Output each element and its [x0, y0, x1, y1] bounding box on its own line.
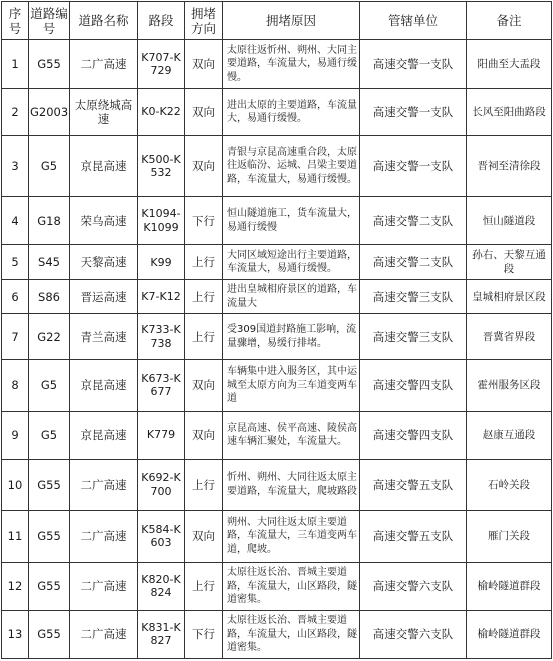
cell-road-code: G55 — [29, 562, 70, 610]
table-row — [2, 510, 552, 562]
header-no: 序号 — [2, 2, 29, 40]
cell-road-name: 天黎高速 — [70, 245, 138, 280]
cell-direction: 双向 — [185, 136, 223, 197]
cell-segment: K99 — [138, 245, 185, 280]
table-row — [2, 280, 552, 314]
cell-segment: K831-K827 — [138, 610, 185, 658]
cell-unit: 高速交警六支队 — [360, 610, 467, 658]
cell-remark: 榆岭隧道群段 — [467, 562, 552, 610]
cell-road-name: 青兰高速 — [70, 314, 138, 360]
table-row — [2, 562, 552, 610]
header-direction: 拥堵方向 — [185, 2, 223, 40]
cell-unit: 高速交警四支队 — [360, 411, 467, 459]
cell-no: 6 — [2, 280, 29, 314]
cell-no: 3 — [2, 136, 29, 197]
table-row — [2, 136, 552, 197]
cell-direction: 上行 — [185, 459, 223, 510]
table-row — [2, 360, 552, 411]
cell-remark: 皇城相府景区段 — [467, 280, 552, 314]
cell-segment: K779 — [138, 411, 185, 459]
cell-segment: K733-K738 — [138, 314, 185, 360]
cell-unit: 高速交警二支队 — [360, 197, 467, 245]
cell-direction: 双向 — [185, 411, 223, 459]
header-reason: 拥堵原因 — [223, 2, 360, 40]
cell-road-code: G22 — [29, 314, 70, 360]
cell-road-code: G5 — [29, 360, 70, 411]
table-row — [2, 411, 552, 459]
cell-reason: 京昆高速、侯平高速、陵侯高速车辆汇聚处，车流量大。 — [223, 411, 360, 459]
cell-direction: 双向 — [185, 360, 223, 411]
cell-reason: 朔州、大同往返太原主要道路，车流量大，三车道变两车道，爬坡。 — [223, 510, 360, 562]
cell-unit: 高速交警六支队 — [360, 562, 467, 610]
cell-road-name: 二广高速 — [70, 459, 138, 510]
cell-reason: 太原往返长治、晋城主要道路，车流量大，山区路段，隧道密集。 — [223, 562, 360, 610]
cell-road-name: 二广高速 — [70, 40, 138, 89]
cell-reason: 进出皇城相府景区的道路，车流量大 — [223, 280, 360, 314]
cell-segment: K692-K700 — [138, 459, 185, 510]
header-remark: 备注 — [467, 2, 552, 40]
cell-segment: K1094-K1099 — [138, 197, 185, 245]
cell-direction: 下行 — [185, 610, 223, 658]
cell-no: 10 — [2, 459, 29, 510]
cell-remark: 孙右、天黎互通段 — [467, 245, 552, 280]
cell-road-code: G18 — [29, 197, 70, 245]
cell-direction: 双向 — [185, 510, 223, 562]
cell-remark: 长风至阳曲路段 — [467, 89, 552, 136]
header-unit: 管辖单位 — [360, 2, 467, 40]
cell-reason: 太原往返忻州、朔州、大同主要道路，车流量大，易通行缓慢。 — [223, 40, 360, 89]
cell-unit: 高速交警四支队 — [360, 360, 467, 411]
cell-no: 11 — [2, 510, 29, 562]
cell-road-name: 晋运高速 — [70, 280, 138, 314]
cell-road-name: 太原绕城高速 — [70, 89, 138, 136]
cell-road-code: G5 — [29, 411, 70, 459]
table-row — [2, 89, 552, 136]
cell-reason: 太原往返长治、晋城主要道路，车流量大，山区路段，隧道密集。 — [223, 610, 360, 658]
cell-no: 9 — [2, 411, 29, 459]
cell-no: 1 — [2, 40, 29, 89]
cell-road-name: 二广高速 — [70, 610, 138, 658]
cell-remark: 赵康互通段 — [467, 411, 552, 459]
cell-road-name: 京昆高速 — [70, 136, 138, 197]
header-road-name: 道路名称 — [70, 2, 138, 40]
cell-reason: 车辆集中进入服务区，其中运城至太原方向为三车道变两车道 — [223, 360, 360, 411]
cell-road-name: 荣乌高速 — [70, 197, 138, 245]
cell-unit: 高速交警一支队 — [360, 89, 467, 136]
cell-reason: 进出太原的主要道路，车流量大，易通行缓慢。 — [223, 89, 360, 136]
cell-segment: K820-K824 — [138, 562, 185, 610]
cell-road-code: G55 — [29, 459, 70, 510]
table-row — [2, 459, 552, 510]
cell-no: 5 — [2, 245, 29, 280]
cell-direction: 下行 — [185, 197, 223, 245]
cell-direction: 双向 — [185, 40, 223, 89]
table-header-row — [2, 2, 552, 40]
cell-remark: 雁门关段 — [467, 510, 552, 562]
cell-unit: 高速交警三支队 — [360, 280, 467, 314]
cell-road-code: S86 — [29, 280, 70, 314]
cell-unit: 高速交警一支队 — [360, 40, 467, 89]
cell-no: 4 — [2, 197, 29, 245]
table-row — [2, 610, 552, 658]
cell-no: 8 — [2, 360, 29, 411]
table-row — [2, 314, 552, 360]
cell-road-name: 京昆高速 — [70, 360, 138, 411]
cell-remark: 霍州服务区段 — [467, 360, 552, 411]
cell-direction: 双向 — [185, 89, 223, 136]
cell-remark: 恒山隧道段 — [467, 197, 552, 245]
cell-road-code: S45 — [29, 245, 70, 280]
congestion-table — [1, 1, 552, 659]
cell-unit: 高速交警二支队 — [360, 245, 467, 280]
cell-road-code: G55 — [29, 40, 70, 89]
cell-segment: K500-K532 — [138, 136, 185, 197]
cell-remark: 晋冀省界段 — [467, 314, 552, 360]
cell-remark: 晋祠至清徐段 — [467, 136, 552, 197]
cell-unit: 高速交警五支队 — [360, 459, 467, 510]
cell-direction: 上行 — [185, 245, 223, 280]
cell-unit: 高速交警五支队 — [360, 510, 467, 562]
cell-direction: 上行 — [185, 562, 223, 610]
cell-no: 12 — [2, 562, 29, 610]
cell-segment: K584-K603 — [138, 510, 185, 562]
cell-segment: K0-K22 — [138, 89, 185, 136]
table-row — [2, 40, 552, 89]
cell-no: 13 — [2, 610, 29, 658]
cell-reason: 忻州、朔州、大同往返太原主要道路，车流量大，爬坡路段 — [223, 459, 360, 510]
cell-remark: 石岭关段 — [467, 459, 552, 510]
cell-road-code: G2003 — [29, 89, 70, 136]
cell-reason: 大同区域短途出行主要道路，车流量大，易通行缓慢。 — [223, 245, 360, 280]
cell-unit: 高速交警一支队 — [360, 136, 467, 197]
header-road-code: 道路编号 — [29, 2, 70, 40]
cell-no: 2 — [2, 89, 29, 136]
cell-remark: 阳曲至大盂段 — [467, 40, 552, 89]
cell-reason: 恒山隧道施工，货车流量大，易通行缓慢 — [223, 197, 360, 245]
cell-direction: 上行 — [185, 280, 223, 314]
cell-remark: 榆岭隧道群段 — [467, 610, 552, 658]
cell-road-name: 二广高速 — [70, 510, 138, 562]
table-row — [2, 245, 552, 280]
cell-segment: K673-K677 — [138, 360, 185, 411]
cell-road-name: 二广高速 — [70, 562, 138, 610]
cell-unit: 高速交警三支队 — [360, 314, 467, 360]
cell-direction: 上行 — [185, 314, 223, 360]
cell-road-code: G55 — [29, 510, 70, 562]
cell-no: 7 — [2, 314, 29, 360]
table-row — [2, 197, 552, 245]
cell-segment: K707-K729 — [138, 40, 185, 89]
cell-road-code: G55 — [29, 610, 70, 658]
cell-segment: K7-K12 — [138, 280, 185, 314]
cell-road-name: 京昆高速 — [70, 411, 138, 459]
cell-reason: 青银与京昆高速重合段，太原往返临汾、运城、吕梁主要道路，车流量大，易通行缓慢。 — [223, 136, 360, 197]
cell-road-code: G5 — [29, 136, 70, 197]
cell-reason: 受309国道封路施工影响，流量骤增，易缓行排堵。 — [223, 314, 360, 360]
header-segment: 路段 — [138, 2, 185, 40]
